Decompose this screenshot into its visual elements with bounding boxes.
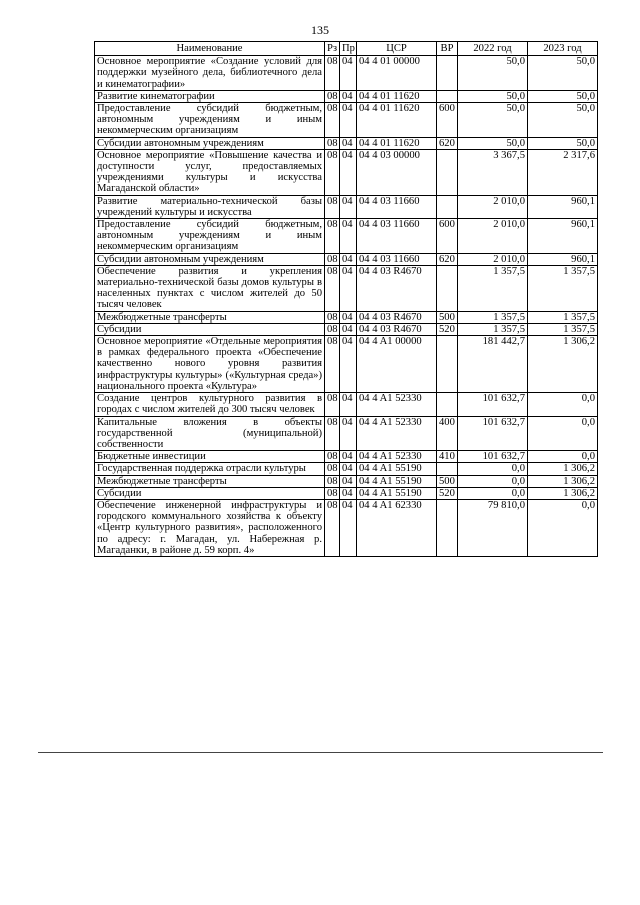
header-row (95, 42, 598, 56)
cell-pr: 04 (340, 137, 357, 149)
cell-vr: 500 (437, 475, 458, 487)
cell-csr: 04 4 A1 55190 (357, 487, 437, 499)
cell-2022: 79 810,0 (458, 499, 528, 556)
cell-2022: 0,0 (458, 475, 528, 487)
cell-2023: 1 306,2 (528, 475, 598, 487)
cell-2022: 101 632,7 (458, 393, 528, 416)
cell-2022: 1 357,5 (458, 323, 528, 335)
table-row (95, 195, 598, 218)
table-row (95, 311, 598, 323)
table-row (95, 90, 598, 102)
table-row (95, 103, 598, 138)
cell-pr: 04 (340, 311, 357, 323)
cell-csr: 04 4 A1 52330 (357, 393, 437, 416)
cell-name: Субсидии автономным учреждениям (95, 137, 325, 149)
cell-2023: 50,0 (528, 56, 598, 91)
cell-pr: 04 (340, 416, 357, 451)
table-row (95, 416, 598, 451)
table-body (95, 56, 598, 557)
cell-rz: 08 (325, 463, 340, 475)
cell-pr: 04 (340, 56, 357, 91)
cell-csr: 04 4 03 R4670 (357, 323, 437, 335)
cell-2022: 3 367,5 (458, 149, 528, 195)
cell-name: Капитальные вложения в объекты государственной (муниципальной) собственности (95, 416, 325, 451)
table-row (95, 393, 598, 416)
cell-vr (437, 90, 458, 102)
cell-name: Обеспечение развития и укрепления материально-технической базы домов культуры в населенных пунктах с числом жителей до 50 тысяч человек (95, 265, 325, 311)
cell-csr: 04 4 03 11660 (357, 219, 437, 254)
cell-2022: 50,0 (458, 56, 528, 91)
cell-csr: 04 4 A1 52330 (357, 451, 437, 463)
cell-name: Основное мероприятие «Отдельные мероприятия в рамках федерального проекта «Обеспечение качественно нового уровня развития инфраструктуры культуры» («Культурная среда») национального проекта «Культура» (95, 336, 325, 393)
table-row (95, 487, 598, 499)
table-header (95, 42, 598, 56)
cell-csr: 04 4 01 11620 (357, 90, 437, 102)
table-row (95, 499, 598, 556)
cell-2023: 1 306,2 (528, 336, 598, 393)
cell-csr: 04 4 A1 52330 (357, 416, 437, 451)
cell-rz: 08 (325, 137, 340, 149)
header-csr: ЦСР (357, 42, 437, 56)
cell-rz: 08 (325, 219, 340, 254)
cell-name: Развитие материально-технической базы учреждений культуры и искусства (95, 195, 325, 218)
cell-2023: 1 357,5 (528, 265, 598, 311)
table-row (95, 137, 598, 149)
cell-vr (437, 499, 458, 556)
cell-pr: 04 (340, 451, 357, 463)
cell-rz: 08 (325, 336, 340, 393)
cell-csr: 04 4 03 R4670 (357, 311, 437, 323)
cell-2023: 50,0 (528, 103, 598, 138)
cell-name: Субсидии (95, 487, 325, 499)
cell-2023: 0,0 (528, 451, 598, 463)
header-rz: Рз (325, 42, 340, 56)
cell-csr: 04 4 03 R4670 (357, 265, 437, 311)
cell-pr: 04 (340, 195, 357, 218)
cell-name: Предоставление субсидий бюджетным, автономным учреждениям и иным некоммерческим организациям (95, 103, 325, 138)
cell-vr (437, 463, 458, 475)
cell-2023: 1 306,2 (528, 487, 598, 499)
cell-pr: 04 (340, 149, 357, 195)
cell-name: Субсидии (95, 323, 325, 335)
cell-vr (437, 56, 458, 91)
header-name: Наименование (95, 42, 325, 56)
cell-csr: 04 4 03 00000 (357, 149, 437, 195)
cell-name: Основное мероприятие «Создание условий для поддержки музейного дела, библиотечного дела и кинематографии» (95, 56, 325, 91)
cell-2023: 0,0 (528, 393, 598, 416)
header-2022: 2022 год (458, 42, 528, 56)
cell-pr: 04 (340, 265, 357, 311)
page-number: 135 (311, 23, 329, 37)
cell-csr: 04 4 03 11660 (357, 253, 437, 265)
cell-rz: 08 (325, 311, 340, 323)
cell-rz: 08 (325, 265, 340, 311)
cell-2023: 0,0 (528, 499, 598, 556)
cell-pr: 04 (340, 219, 357, 254)
cell-rz: 08 (325, 323, 340, 335)
cell-vr: 410 (437, 451, 458, 463)
cell-csr: 04 4 A1 55190 (357, 463, 437, 475)
cell-pr: 04 (340, 253, 357, 265)
cell-2022: 1 357,5 (458, 311, 528, 323)
header-pr: Пр (340, 42, 357, 56)
cell-name: Субсидии автономным учреждениям (95, 253, 325, 265)
cell-pr: 04 (340, 475, 357, 487)
cell-2022: 2 010,0 (458, 253, 528, 265)
cell-rz: 08 (325, 451, 340, 463)
cell-2022: 0,0 (458, 487, 528, 499)
cell-name: Развитие кинематографии (95, 90, 325, 102)
cell-name: Предоставление субсидий бюджетным, автономным учреждениям и иным некоммерческим организациям (95, 219, 325, 254)
cell-vr (437, 336, 458, 393)
cell-2023: 1 306,2 (528, 463, 598, 475)
table-row (95, 149, 598, 195)
cell-csr: 04 4 01 11620 (357, 137, 437, 149)
cell-pr: 04 (340, 463, 357, 475)
cell-csr: 04 4 A1 00000 (357, 336, 437, 393)
cell-2022: 181 442,7 (458, 336, 528, 393)
cell-rz: 08 (325, 90, 340, 102)
cell-rz: 08 (325, 149, 340, 195)
cell-pr: 04 (340, 323, 357, 335)
cell-rz: 08 (325, 499, 340, 556)
cell-2022: 101 632,7 (458, 451, 528, 463)
cell-2023: 960,1 (528, 195, 598, 218)
cell-vr (437, 149, 458, 195)
cell-csr: 04 4 01 00000 (357, 56, 437, 91)
cell-2023: 50,0 (528, 90, 598, 102)
table-row (95, 265, 598, 311)
cell-vr: 600 (437, 103, 458, 138)
header-vr: ВР (437, 42, 458, 56)
cell-name: Бюджетные инвестиции (95, 451, 325, 463)
cell-2022: 101 632,7 (458, 416, 528, 451)
cell-rz: 08 (325, 103, 340, 138)
cell-name: Основное мероприятие «Повышение качества и доступности услуг, предоставляемых учреждениями культуры и искусства Магаданской области» (95, 149, 325, 195)
cell-pr: 04 (340, 499, 357, 556)
cell-2023: 0,0 (528, 416, 598, 451)
table-row (95, 451, 598, 463)
cell-csr: 04 4 A1 62330 (357, 499, 437, 556)
cell-2022: 50,0 (458, 90, 528, 102)
cell-2023: 960,1 (528, 219, 598, 254)
cell-2022: 2 010,0 (458, 195, 528, 218)
cell-vr: 500 (437, 311, 458, 323)
cell-vr (437, 195, 458, 218)
table-row (95, 336, 598, 393)
cell-rz: 08 (325, 487, 340, 499)
cell-vr (437, 265, 458, 311)
cell-2022: 2 010,0 (458, 219, 528, 254)
cell-vr: 620 (437, 253, 458, 265)
cell-rz: 08 (325, 475, 340, 487)
table-row (95, 253, 598, 265)
cell-rz: 08 (325, 253, 340, 265)
header-2023: 2023 год (528, 42, 598, 56)
cell-csr: 04 4 01 11620 (357, 103, 437, 138)
cell-rz: 08 (325, 195, 340, 218)
page-divider (38, 752, 603, 753)
cell-vr: 400 (437, 416, 458, 451)
table-row (95, 475, 598, 487)
table-row (95, 323, 598, 335)
cell-2023: 960,1 (528, 253, 598, 265)
cell-csr: 04 4 A1 55190 (357, 475, 437, 487)
cell-rz: 08 (325, 393, 340, 416)
cell-2022: 0,0 (458, 463, 528, 475)
cell-name: Межбюджетные трансферты (95, 311, 325, 323)
cell-2022: 50,0 (458, 103, 528, 138)
cell-vr: 520 (437, 323, 458, 335)
cell-vr: 600 (437, 219, 458, 254)
cell-2022: 1 357,5 (458, 265, 528, 311)
cell-2023: 2 317,6 (528, 149, 598, 195)
cell-csr: 04 4 03 11660 (357, 195, 437, 218)
cell-pr: 04 (340, 336, 357, 393)
cell-rz: 08 (325, 416, 340, 451)
cell-2023: 1 357,5 (528, 323, 598, 335)
cell-pr: 04 (340, 103, 357, 138)
budget-table (94, 41, 598, 557)
cell-2023: 50,0 (528, 137, 598, 149)
cell-name: Создание центров культурного развития в городах с числом жителей до 300 тысяч человек (95, 393, 325, 416)
cell-2023: 1 357,5 (528, 311, 598, 323)
cell-vr: 620 (437, 137, 458, 149)
cell-rz: 08 (325, 56, 340, 91)
cell-name: Обеспечение инженерной инфраструктуры и городского коммунального хозяйства к объекту «Центр культурного развития», расположенного по адресу: г. Магадан, ул. Набережная р. Магаданки, в районе д. 59 корп. 4» (95, 499, 325, 556)
table-row (95, 56, 598, 91)
cell-pr: 04 (340, 487, 357, 499)
cell-name: Государственная поддержка отрасли культуры (95, 463, 325, 475)
table-row (95, 219, 598, 254)
cell-2022: 50,0 (458, 137, 528, 149)
cell-name: Межбюджетные трансферты (95, 475, 325, 487)
cell-vr (437, 393, 458, 416)
cell-pr: 04 (340, 393, 357, 416)
cell-pr: 04 (340, 90, 357, 102)
table-row (95, 463, 598, 475)
cell-vr: 520 (437, 487, 458, 499)
